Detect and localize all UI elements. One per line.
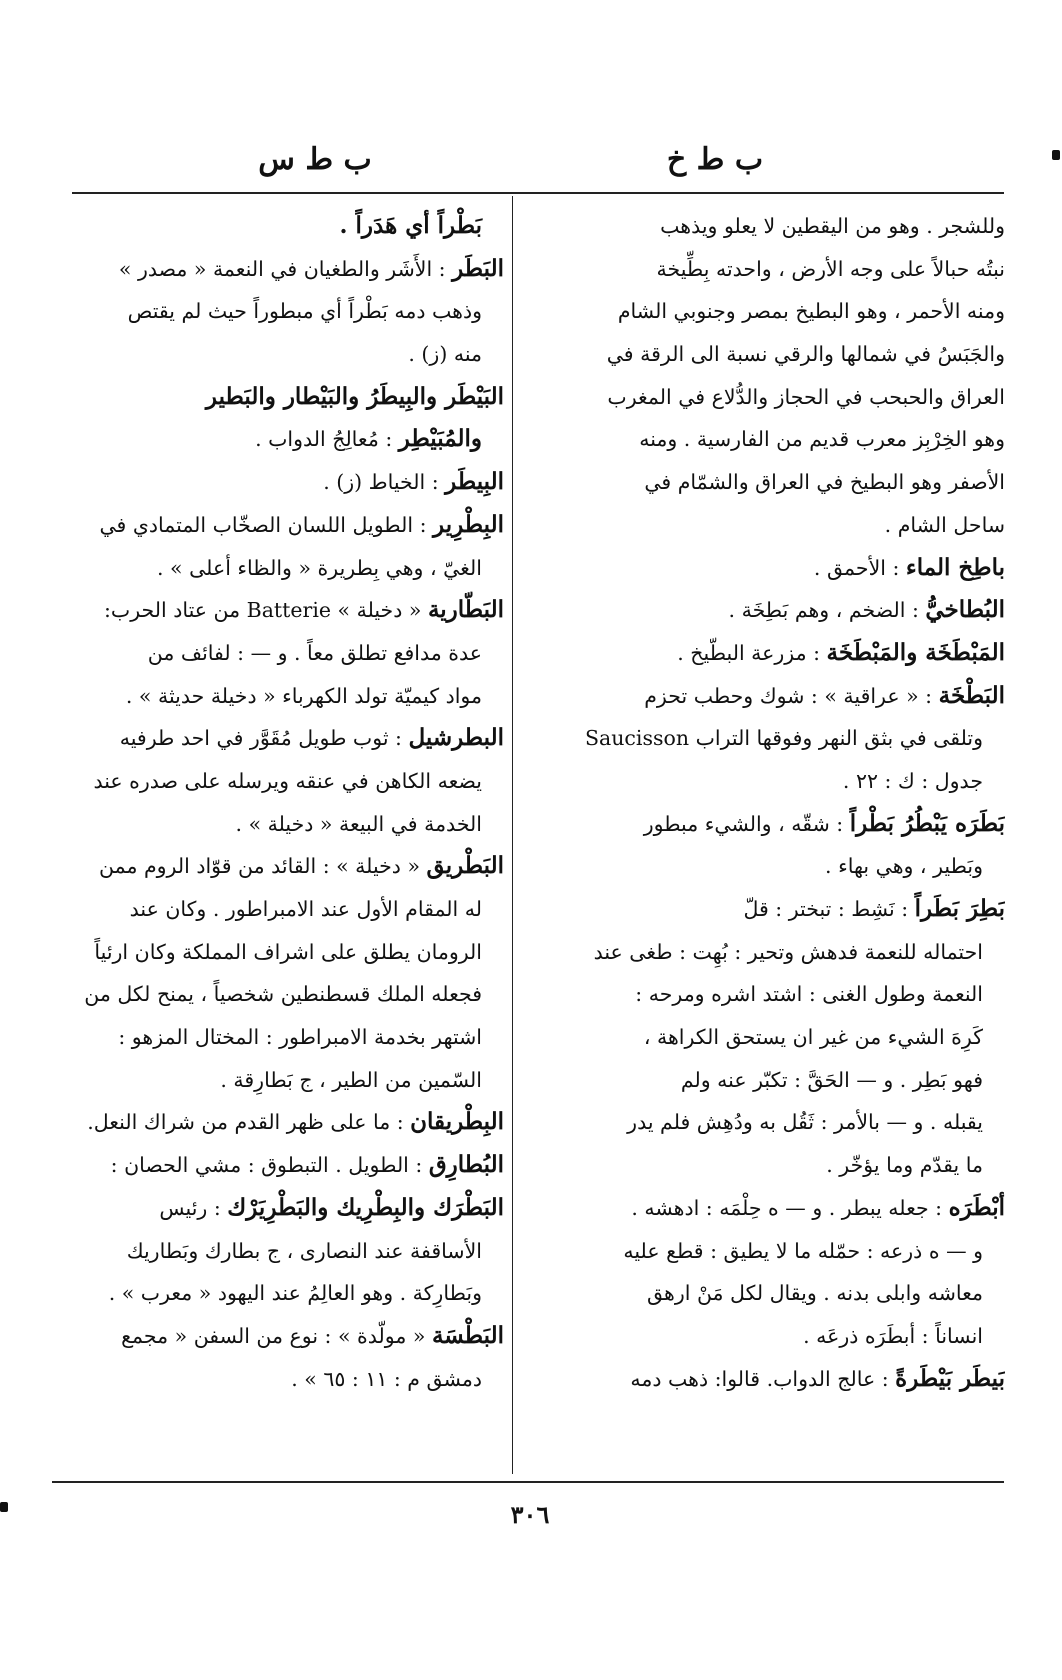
text-line <box>525 248 1005 291</box>
text-line <box>62 717 504 760</box>
entry-text: « دخيلة » : القائد من قوّاد الروم ممن <box>99 854 427 879</box>
entry-text: ما يقدّم وما يؤخّر . <box>826 1153 983 1178</box>
text-line <box>62 888 504 931</box>
entry-text: عدة مدافع تطلق معاً . و — : لفائف من <box>147 640 482 665</box>
entry-headword: البَطْخَة <box>938 681 1005 709</box>
entry-headword: البَطّارية <box>427 596 504 624</box>
entry-text: الرومان يطلق على اشراف المملكة وكان ارئياً <box>94 939 482 964</box>
entry-text: : الطويل . التبطوق : مشي الحصان : <box>110 1153 429 1178</box>
column-root-header-left: ب ط س <box>258 142 372 177</box>
text-line <box>525 1016 1005 1059</box>
text-line <box>525 717 1005 760</box>
text-line <box>62 248 504 291</box>
text-line <box>525 1358 1005 1401</box>
left-column <box>62 205 504 1400</box>
text-line <box>525 845 1005 888</box>
entry-text: : ما على ظهر القدم من شراك النعل. <box>87 1110 411 1135</box>
entry-text: و — ه ذرعه : حمّله ما لا يطيق : قطع عليه <box>623 1238 983 1263</box>
entry-text: يقبله . و — بالأمر : ثَقُل به ودُهِش فلم يدر <box>627 1110 983 1135</box>
text-line <box>525 418 1005 461</box>
text-line <box>62 333 504 376</box>
entry-text: فجعله الملك قسطنطين شخصياً ، يمنح لكل من <box>84 982 482 1007</box>
entry-text: : الضخم ، وهم بَطِخَة . <box>728 598 926 623</box>
page-number: ٣٠٦ <box>510 1500 550 1529</box>
entry-text: له المقام الأول عند الامبراطور . وكان عند <box>129 897 482 921</box>
entry-text: ومنه الأحمر ، وهو البطيخ بمصر وجنوبي الشام <box>617 299 1005 324</box>
text-line <box>525 888 1005 931</box>
entry-headword: المَبْطَخَة والمَبْطَخَة <box>826 638 1005 666</box>
entry-text: : جعله يبطر . و — ه حِلْمَه : ادهشه . <box>631 1195 949 1220</box>
entry-text: : رئيس <box>159 1195 228 1220</box>
entry-headword: البُطارِق <box>428 1151 504 1179</box>
entry-text: نبتُه حبالاً على وجه الأرض ، واحدته بِطِّيخة <box>656 256 1005 281</box>
entry-headword: البِطْريقان <box>410 1108 504 1136</box>
entry-headword: باطِخ الماء <box>905 553 1005 581</box>
entry-text: احتماله للنعمة فدهش وتحير : بُهِت : طغى عند <box>593 939 983 964</box>
entry-text: معاشه وابلى بدنه . ويقال لكل مَنْ ارهق <box>646 1281 983 1306</box>
entry-text: مواد كيميّة تولد الكهرباء « دخيلة حديثة » . <box>125 683 482 708</box>
entry-text: بَطْراً أي هَدَراً . <box>339 212 482 239</box>
column-root-header-right: ب ط خ <box>666 142 764 177</box>
text-line <box>62 418 504 461</box>
text-line <box>62 760 504 803</box>
entry-text: وهو الخِرْبِز معرب قديم من الفارسية . ومنه <box>639 427 1005 452</box>
entry-headword: البَطْريق <box>426 852 504 880</box>
entry-text: يضعه الكاهن في عنقه ويرسله على صدره عند <box>93 768 482 793</box>
entry-headword: بَطَرَه يَبْطُرُ بَطْراً <box>849 809 1005 837</box>
text-line <box>525 290 1005 333</box>
entry-text: والجَبَسُ في شمالها والرقي نسبة الى الرقة في <box>606 342 1005 367</box>
entry-text: : الأَشَر والطغيان في النعمة « مصدر » <box>118 256 453 281</box>
text-line <box>525 376 1005 419</box>
margin-mark <box>1052 150 1060 160</box>
text-line <box>525 931 1005 974</box>
text-line <box>525 1101 1005 1144</box>
entry-text: الخدمة في البيعة « دخيلة » . <box>235 811 482 836</box>
entry-text: انساناً : أبطَرَه ذرعَه . <box>803 1323 983 1348</box>
entry-text: العراق والحبحب في الحجاز والدُّلاع في المغرب <box>607 384 1005 409</box>
text-line <box>62 803 504 846</box>
text-line <box>525 589 1005 632</box>
entry-text: الغيّ ، وهي بِطريرة « والظاء أعلى » . <box>157 555 482 580</box>
entry-headword: بَطِرَ بَطَراً <box>914 895 1005 922</box>
entry-text: « دخيلة » Batterie من عتاد الحرب: <box>104 598 428 623</box>
entry-headword: أبْطَرَه <box>948 1193 1005 1221</box>
entry-text: : نَشِط : تبختر : قلّ <box>743 897 915 921</box>
entry-headword: بَيطَر بَيْطَرةً <box>895 1364 1005 1392</box>
entry-text: : عالج الدواب. قالوا: ذهب دمه <box>630 1366 896 1391</box>
text-line <box>62 1101 504 1144</box>
entry-text: : الأحمق . <box>813 555 906 580</box>
text-line <box>525 333 1005 376</box>
entry-text: « مولّدة » : نوع من السفن « مجمع <box>121 1323 432 1348</box>
text-line <box>62 547 504 590</box>
text-line <box>62 1187 504 1230</box>
text-line <box>525 1272 1005 1315</box>
entry-headword: البَطْسَة <box>431 1321 504 1349</box>
entry-text: : مزرعة البطّيخ . <box>677 640 827 665</box>
text-line <box>62 504 504 547</box>
entry-text: وذهب دمه بَطْراً أي مبطوراً حيث لم يقتص <box>127 299 482 324</box>
text-line <box>62 845 504 888</box>
text-line <box>525 632 1005 675</box>
entry-headword: البطرشيل <box>408 724 504 752</box>
text-line <box>525 803 1005 846</box>
entry-text: جدول : ك : ٢٢ . <box>842 768 983 793</box>
entry-text: : الخياط (ز) . <box>323 470 446 495</box>
top-rule <box>72 192 1004 194</box>
text-line <box>62 1358 504 1401</box>
entry-text: دمشق م : ١١ : ٦٥ » . <box>291 1366 482 1391</box>
entry-text: اشتهر بخدمة الامبراطور : المختال المزهو : <box>118 1025 482 1050</box>
entry-text: ساحل الشام . <box>884 512 1005 537</box>
entry-text: الأساقفة عند النصارى ، ج بطارك وبَطاريك <box>126 1238 482 1263</box>
text-line <box>62 675 504 718</box>
entry-headword: البَطَر <box>452 254 504 282</box>
entry-text: السّمين من الطير ، ج بَطارِقة . <box>220 1067 482 1092</box>
right-column <box>525 205 1005 1400</box>
text-line <box>525 461 1005 504</box>
entry-headword: البِيطَر <box>445 468 504 496</box>
column-divider <box>512 196 513 1474</box>
entry-text: فهو بَطِر . و — الحَقَّ : تكبّر عنه ولم <box>680 1067 983 1092</box>
text-line <box>525 1230 1005 1273</box>
margin-mark <box>0 1502 8 1512</box>
entry-text: وتلقى في بثق النهر وفوقها التراب Saucisson <box>584 726 983 751</box>
entry-text: : ثوب طويل مُقَوَّر في احد طرفيه <box>119 726 409 751</box>
entry-headword: البُطاخيُّ <box>925 596 1005 624</box>
text-line <box>62 376 504 419</box>
entry-headword: والمُبَيْطِر <box>398 425 482 453</box>
text-line <box>62 1315 504 1358</box>
text-line <box>525 1059 1005 1102</box>
text-line <box>62 1230 504 1273</box>
text-line <box>62 1059 504 1102</box>
entry-headword: البَطْرَك والبِطْرِيك والبَطْرِيَرْك <box>227 1193 504 1221</box>
entry-text: كَرِهَ الشيء من غير ان يستحق الكراهة ، <box>643 1025 983 1050</box>
text-line <box>62 632 504 675</box>
bottom-rule <box>52 1481 1004 1483</box>
entry-text: النعمة وطول الغنى : اشتد اشره ومرحه : <box>635 982 983 1007</box>
text-line <box>62 1272 504 1315</box>
text-line <box>62 205 504 248</box>
entry-text: وبَطارِكة . وهو العالِمُ عند اليهود « معرب » . <box>108 1281 482 1306</box>
entry-text: وبَطير ، وهي بهاء . <box>825 854 983 879</box>
text-line <box>62 461 504 504</box>
text-line <box>62 931 504 974</box>
text-line <box>525 1187 1005 1230</box>
entry-headword: البَيْطَر والبِيطَرُ والبَيْطار والبَطير <box>205 382 504 410</box>
text-line <box>525 1315 1005 1358</box>
entry-text: : مُعالِجُ الدواب . <box>255 427 399 452</box>
entry-text: : الطويل اللسان الصخّاب المتمادي في <box>99 512 433 537</box>
text-line <box>62 1016 504 1059</box>
text-line <box>525 205 1005 248</box>
entry-text: منه (ز) . <box>408 342 482 367</box>
text-line <box>525 760 1005 803</box>
text-line <box>525 973 1005 1016</box>
text-line <box>525 547 1005 590</box>
text-line <box>62 973 504 1016</box>
entry-text: الأصفر وهو البطيخ في العراق والشمّام في <box>644 470 1005 495</box>
text-line <box>62 589 504 632</box>
text-line <box>525 675 1005 718</box>
text-line <box>525 504 1005 547</box>
entry-text: وللشجر . وهو من اليقطين لا يعلو ويذهب <box>660 214 1005 238</box>
text-line <box>62 1144 504 1187</box>
entry-headword: البِطْرِير <box>433 510 504 538</box>
text-line <box>525 1144 1005 1187</box>
entry-text: : « عراقية » : شوك وحطب تحزم <box>644 683 939 708</box>
text-line <box>62 290 504 333</box>
entry-text: : شقّه ، والشيء مبطور <box>643 811 850 836</box>
